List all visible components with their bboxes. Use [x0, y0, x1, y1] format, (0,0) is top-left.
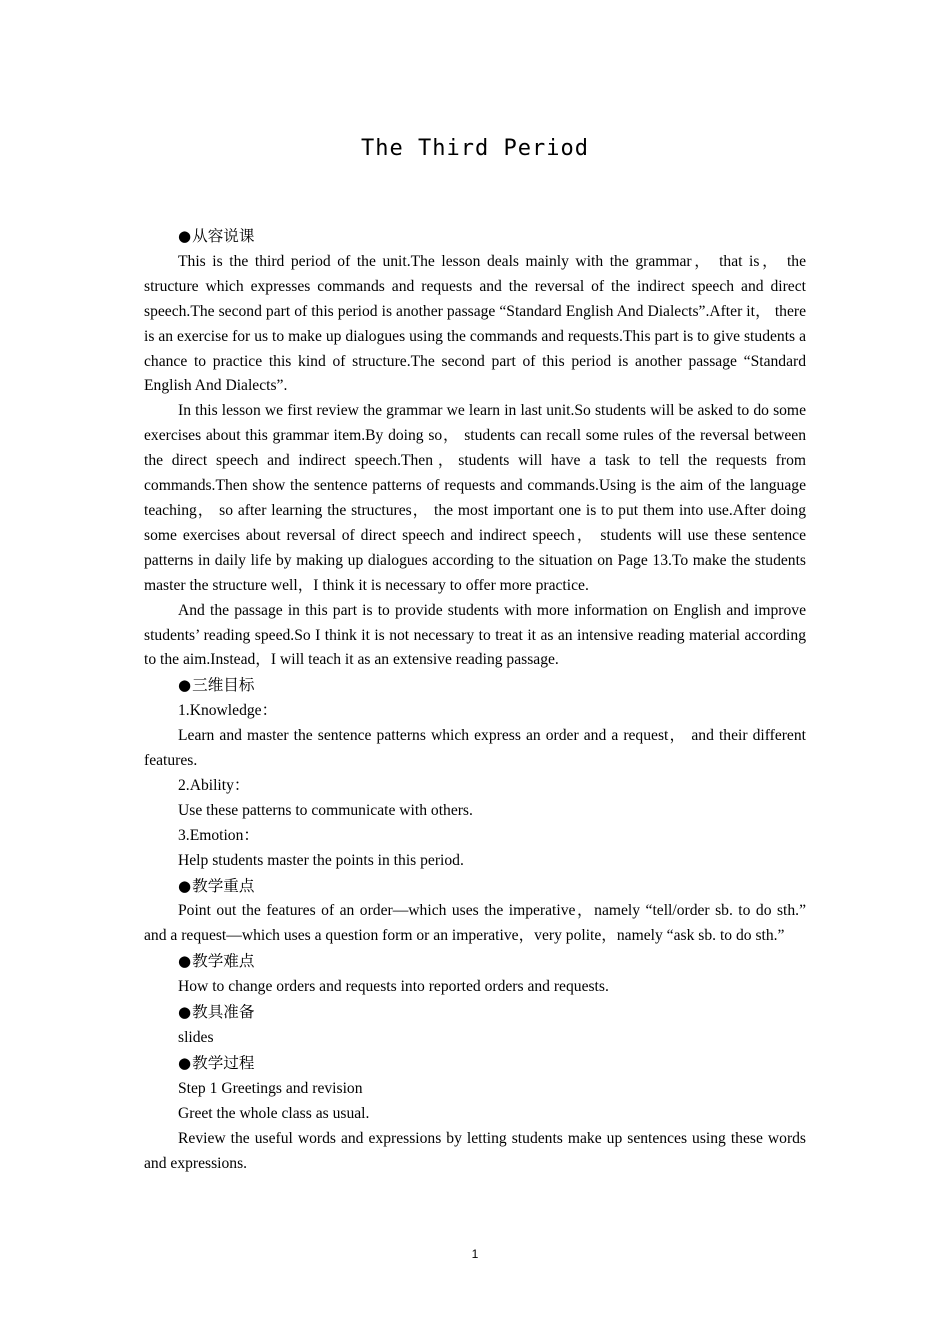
aids-text: slides: [178, 1029, 214, 1046]
bullet-icon: ●: [178, 876, 192, 895]
emotion-text: Help students master the points in this period.: [178, 851, 464, 869]
section-heading-key-points: [144, 874, 806, 900]
key-points-text: Point out the features of an order—which uses the imperative，namely “tell/order sb. to do sth.” and a request—which uses a question form or an imperative，very polite，namely “ask sb. to do sth.”: [144, 902, 806, 945]
document-title: The Third Period: [361, 136, 589, 161]
bullet-icon: ●: [178, 676, 192, 695]
heading-text: 教学过程: [192, 1054, 255, 1072]
ability-text: Use these patterns to communicate with others.: [178, 801, 473, 819]
emotion-label: 3.Emotion：: [178, 826, 259, 844]
section-heading-intro: [144, 224, 806, 250]
section-heading-difficulties: [144, 949, 806, 975]
bullet-icon: ●: [178, 952, 192, 971]
ability-label: 2.Ability：: [178, 776, 250, 794]
heading-text: 三维目标: [192, 677, 255, 695]
section-heading-objectives: [144, 673, 806, 699]
bullet-icon: ●: [178, 1003, 192, 1022]
heading-text: 教学难点: [192, 953, 255, 971]
difficulties-text: How to change orders and requests into reported orders and requests.: [178, 978, 609, 996]
knowledge-text: Learn and master the sentence patterns which express an order and a request， and their different features.: [144, 727, 806, 770]
bullet-icon: ●: [178, 227, 192, 245]
review-text: Review the useful words and expressions by letting students make up sentences using these words and expressions.: [144, 1129, 806, 1172]
section-heading-aids: [144, 1000, 806, 1026]
document-body: [144, 224, 806, 1176]
knowledge-label: 1.Knowledge：: [178, 702, 278, 720]
heading-text: 教具准备: [192, 1004, 255, 1022]
page-number: 1: [471, 1247, 479, 1261]
intro-paragraph-3: And the passage in this part is to provide students with more information on English and improve students’ reading speed.So I think it is not necessary to treat it as an intensive reading material according to the aim.Instead，I will teach it as an extensive reading passage.: [144, 601, 806, 669]
intro-paragraph-1: This is the third period of the unit.The lesson deals mainly with the grammar， that is， the structure which expresses commands and requests and the reversal of the indirect speech and direct speech.The second part of this period is another passage “Standard English And Dialects”.After it， there is an exercise for us to make up dialogues using the commands and requests.This part is to give students a chance to practice this kind of structure.The second part of this period is another passage “Standard English And Dialects”.: [144, 252, 806, 395]
heading-text: 从容说课: [192, 228, 255, 245]
greet-text: Greet the whole class as usual.: [178, 1104, 370, 1122]
bullet-icon: ●: [178, 1053, 192, 1072]
heading-text: 教学重点: [192, 877, 255, 895]
step1-heading: Step 1 Greetings and revision: [178, 1079, 363, 1097]
section-heading-procedure: [144, 1051, 806, 1077]
intro-paragraph-2: In this lesson we first review the grammar we learn in last unit.So students will be asked to do some exercises about this grammar item.By doing so， students can recall some rules of the reversal between the direct speech and indirect speech.Then，students will have a task to tell the requests from commands.Then show the sentence patterns of requests and commands.Using is the aim of the language teaching， so after learning the structures， the most important one is to put them into use.After doing some exercises about reversal of direct speech and indirect speech， students will use these sentence patterns in daily life by making up dialogues according to the situation on Page 13.To make the students master the structure well，I think it is necessary to offer more practice.: [144, 402, 806, 594]
